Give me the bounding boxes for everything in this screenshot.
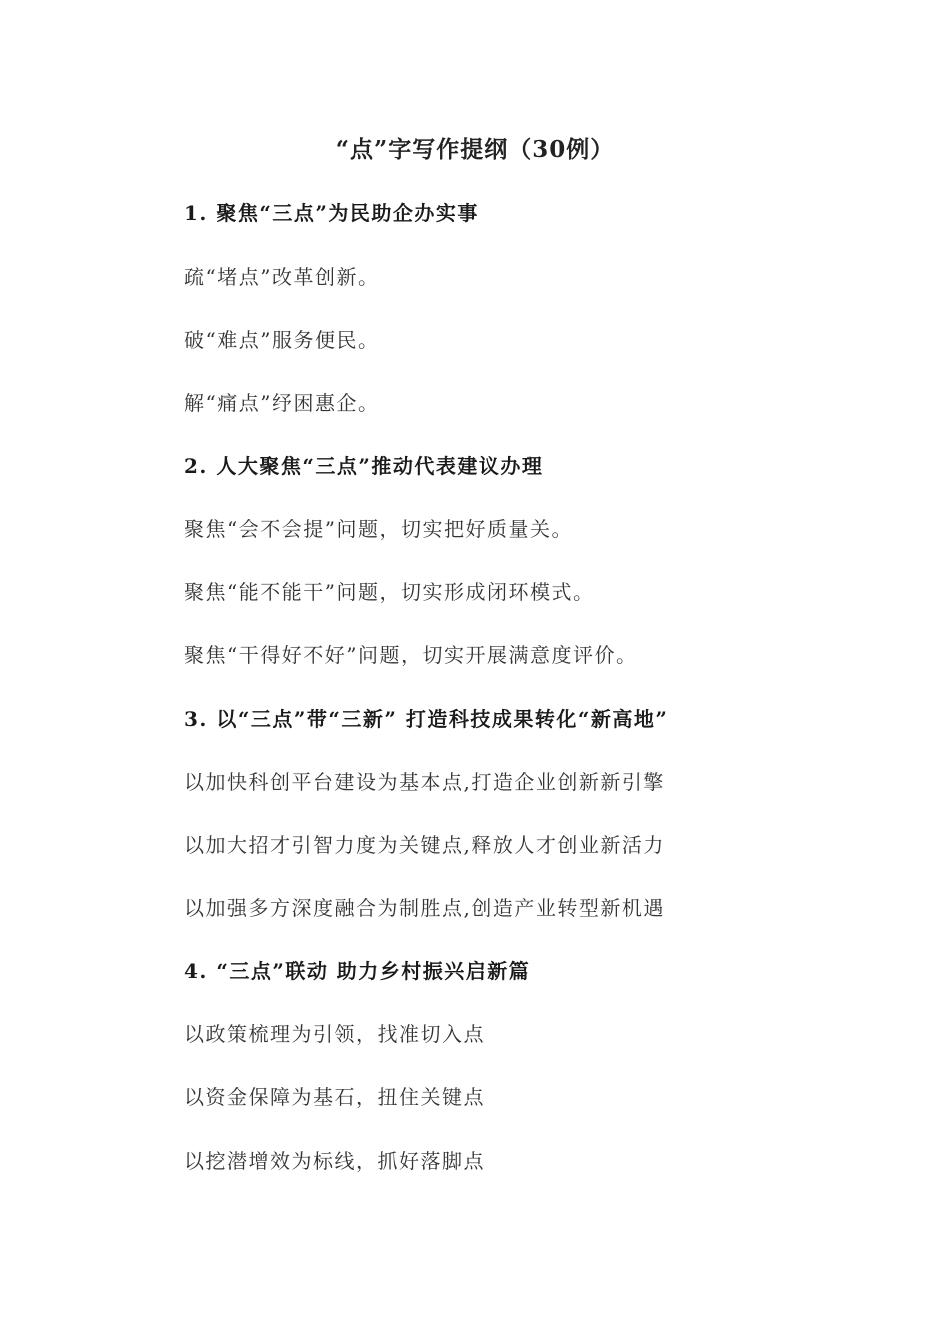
section-heading-2: 2. 人大聚焦“三点”推动代表建议办理 bbox=[184, 454, 544, 478]
section-4-line-1: 以政策梳理为引领，找准切入点 bbox=[184, 1022, 485, 1046]
section-3-line-3: 以加强多方深度融合为制胜点,创造产业转型新机遇 bbox=[184, 896, 665, 920]
section-2-line-3: 聚焦“干得好不好”问题，切实开展满意度评价。 bbox=[184, 643, 638, 667]
section-heading-1: 1. 聚焦“三点”为民助企办实事 bbox=[184, 201, 479, 225]
section-1-line-3: 解“痛点”纾困惠企。 bbox=[184, 391, 380, 415]
section-4-line-3: 以挖潜增效为标线，抓好落脚点 bbox=[184, 1149, 485, 1173]
section-heading-3: 3. 以“三点”带“三新” 打造科技成果转化“新高地” bbox=[184, 707, 669, 731]
section-3-line-1: 以加快科创平台建设为基本点,打造企业创新新引擎 bbox=[184, 770, 665, 794]
section-1-line-1: 疏“堵点”改革创新。 bbox=[184, 265, 380, 289]
section-2-line-2: 聚焦“能不能干”问题，切实形成闭环模式。 bbox=[184, 580, 595, 604]
section-2-line-1: 聚焦“会不会提”问题，切实把好质量关。 bbox=[184, 517, 573, 541]
section-4-line-2: 以资金保障为基石，扭住关键点 bbox=[184, 1085, 485, 1109]
section-1-line-2: 破“难点”服务便民。 bbox=[184, 328, 380, 352]
section-heading-4: 4. “三点”联动 助力乡村振兴启新篇 bbox=[184, 959, 531, 983]
section-3-line-2: 以加大招才引智力度为关键点,释放人才创业新活力 bbox=[184, 833, 665, 857]
document-title: “点”字写作提纲（30例） bbox=[335, 136, 615, 163]
